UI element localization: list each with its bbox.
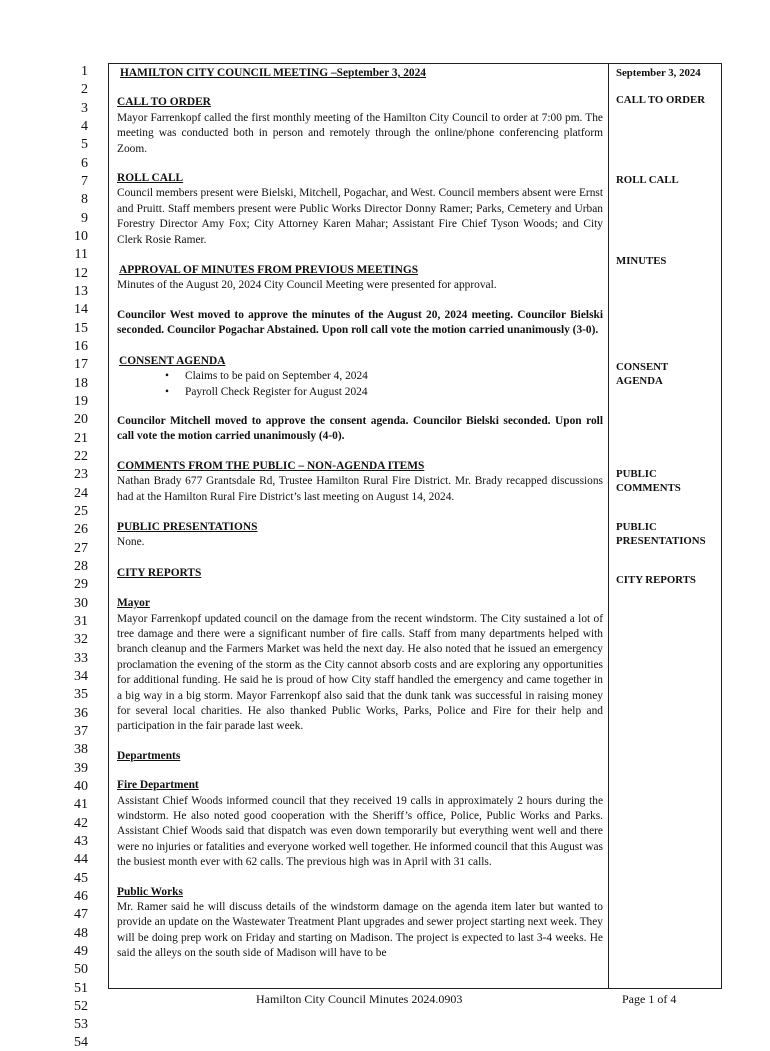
- line-number: 7: [81, 173, 88, 189]
- line-number: 26: [74, 522, 88, 538]
- line-number: 15: [74, 320, 88, 336]
- consent-item-payroll: • Payroll Check Register for August 2024: [185, 385, 603, 400]
- public-works-text: Mr. Ramer said he will discuss details of the windstorm damage on the agenda item later but wanted to provide an update on the Wastewater Treatment Plant upgrades and sewer project starting next week. They will be doing prep work on Friday and starting on Madison. The project is expected to last 3-4 weeks. He said the alleys on the south side of Madison will have to be: [117, 901, 603, 960]
- public-comments-text: Nathan Brady 677 Grantsdale Rd, Trustee Hamilton Rural Fire District. Mr. Brady recapped discussions had at the Hamilton Rural Fire District’s last meeting on August 14, 2024.: [117, 475, 603, 503]
- consent-agenda-heading: CONSENT AGENDA: [119, 354, 226, 367]
- minutes-motion: Councilor West moved to approve the minutes of the August 20, 2024 meeting. Councilor Bielski seconded. Councilor Pogachar Abstained. Upon roll call vote the motion carried unanimously (3-0).: [117, 308, 603, 337]
- fire-department-text: Assistant Chief Woods informed council that they received 19 calls in approximately 2 hours during the windstorm. He also noted good cooperation with the Sheriff’s office, Police, Public Works and Parks. Assistant Chief Woods said that dispatch was even down temporarily but everything went well and there were no injuries or fatalities and everyone worked well together. He informed council that this August was the busiest month ever with 62 calls. The previous high was in April with 31 calls.: [117, 794, 603, 869]
- line-number: 54: [74, 1035, 88, 1051]
- mayor-heading: Mayor: [117, 597, 150, 610]
- line-number: 48: [74, 925, 88, 941]
- consent-item-claims: • Claims to be paid on September 4, 2024: [185, 369, 603, 384]
- line-number: 19: [74, 393, 88, 409]
- line-number: 33: [74, 650, 88, 666]
- line-number: 10: [74, 228, 88, 244]
- public-presentations-heading: PUBLIC PRESENTATIONS: [117, 520, 258, 533]
- consent-agenda-motion: Councilor Mitchell moved to approve the consent agenda. Councilor Bielski seconded. Upon roll call vote the motion carried unanimously (4-0).: [117, 414, 603, 443]
- consent-agenda-list: [117, 369, 603, 400]
- public-works-heading: Public Works: [117, 885, 183, 898]
- line-number: 25: [74, 503, 88, 519]
- line-number: 45: [74, 870, 88, 886]
- main-column: [117, 64, 603, 962]
- minutes-heading: APPROVAL OF MINUTES FROM PREVIOUS MEETINGS: [119, 264, 419, 277]
- column-divider: [608, 63, 609, 989]
- line-number: 17: [74, 357, 88, 373]
- sidebar-roll-call: ROLL CALL: [616, 174, 679, 186]
- sidebar-call-to-order: CALL TO ORDER: [616, 94, 706, 106]
- city-reports-heading: CITY REPORTS: [117, 566, 202, 579]
- page-title: HAMILTON CITY COUNCIL MEETING –September 3, 2024: [120, 67, 426, 79]
- line-number: 43: [74, 833, 88, 849]
- line-number: 9: [81, 210, 88, 226]
- line-number: 39: [74, 760, 88, 776]
- fire-department-heading: Fire Department: [117, 779, 199, 792]
- line-number: 53: [74, 1017, 88, 1033]
- line-number: 18: [74, 375, 88, 391]
- line-number: 14: [74, 302, 88, 318]
- line-number: 28: [74, 558, 88, 574]
- line-number: 24: [74, 485, 88, 501]
- line-number: 32: [74, 632, 88, 648]
- line-number: 50: [74, 962, 88, 978]
- line-number: 4: [81, 118, 88, 134]
- sidebar-city-reports: CITY REPORTS: [616, 574, 696, 586]
- line-number: 1: [81, 64, 88, 79]
- line-number: 41: [74, 797, 88, 813]
- line-number: 29: [74, 577, 88, 593]
- public-comments-heading: COMMENTS FROM THE PUBLIC – NON-AGENDA ITEMS: [117, 459, 425, 472]
- sidebar-public-presentations: PUBLIC PRESENTATIONS: [616, 521, 706, 547]
- line-number: 52: [74, 998, 88, 1014]
- line-number: 40: [74, 778, 88, 794]
- line-number: 38: [74, 742, 88, 758]
- footer-page-number: Page 1 of 4: [622, 992, 677, 1006]
- minutes-text: Minutes of the August 20, 2024 City Council Meeting were presented for approval.: [117, 279, 497, 292]
- line-number: 12: [74, 265, 88, 281]
- line-number: 11: [74, 247, 88, 263]
- line-number: 2: [81, 82, 88, 98]
- line-number: 8: [81, 192, 88, 208]
- sidebar-public-comments: PUBLIC COMMENTS: [616, 468, 681, 494]
- line-number: 21: [74, 430, 88, 446]
- line-number: 51: [74, 980, 88, 996]
- line-number: 16: [74, 338, 88, 354]
- line-number: 35: [74, 687, 88, 703]
- line-number: 6: [81, 155, 88, 171]
- roll-call-text: Council members present were Bielski, Mitchell, Pogachar, and West. Council members absent were Ernst and Pruitt. Staff members present were Public Works Director Donny Ramer; Parks, Cemetery and Urban Forestry Director Amy Fox; City Attorney Karen Mahar; Assistant Fire Chief Tyson Woods; and City Clerk Rosie Ramer.: [117, 187, 603, 246]
- line-number: 37: [74, 723, 88, 739]
- call-to-order-text: Mayor Farrenkopf called the first monthly meeting of the Hamilton City Council to order at 7:00 pm. The meeting was conducted both in person and remotely through the online/phone conferencing platform Zoom.: [117, 111, 603, 155]
- line-number: 22: [74, 448, 88, 464]
- public-presentations-text: None.: [117, 536, 145, 549]
- line-number: 49: [74, 943, 88, 959]
- roll-call-heading: ROLL CALL: [117, 172, 184, 185]
- mayor-report-text: Mayor Farrenkopf updated council on the damage from the recent windstorm. The City sustained a lot of tree damage and there were a significant number of fire calls. Staff from many departments helped with branch cleanup and the Farmers Market was held the next day. He also noted that he issued an emergency proclamation the evening of the storm as the City cannot absorb costs and are exploring any opportunities for additional funding. He said he is proud of how City staff handled the emergency and came together in a big way in a big storm. Mayor Farrenkopf also said that the dunk tank was successful in raising money for several local charities. He also thanked Public Works, Parks, Police and Fire for their help and participation in the fair parade last week.: [117, 612, 603, 733]
- line-number: 34: [74, 668, 88, 684]
- line-number: 20: [74, 412, 88, 428]
- line-number: 13: [74, 283, 88, 299]
- line-number: 47: [74, 907, 88, 923]
- sidebar-date: September 3, 2024: [616, 67, 701, 79]
- line-number: 5: [81, 137, 88, 153]
- sidebar-minutes: MINUTES: [616, 255, 667, 267]
- line-number: 42: [74, 815, 88, 831]
- line-number: 23: [74, 467, 88, 483]
- departments-heading: Departments: [117, 749, 181, 762]
- line-number: 44: [74, 852, 88, 868]
- sidebar-consent-agenda: CONSENT AGENDA: [616, 361, 669, 387]
- footer-document-name: Hamilton City Council Minutes 2024.0903: [256, 992, 463, 1006]
- line-number: 46: [74, 888, 88, 904]
- line-number: 36: [74, 705, 88, 721]
- call-to-order-heading: CALL TO ORDER: [117, 96, 211, 109]
- line-number: 30: [74, 595, 88, 611]
- line-number: 31: [74, 613, 88, 629]
- line-number: 3: [81, 100, 88, 116]
- line-number: 27: [74, 540, 88, 556]
